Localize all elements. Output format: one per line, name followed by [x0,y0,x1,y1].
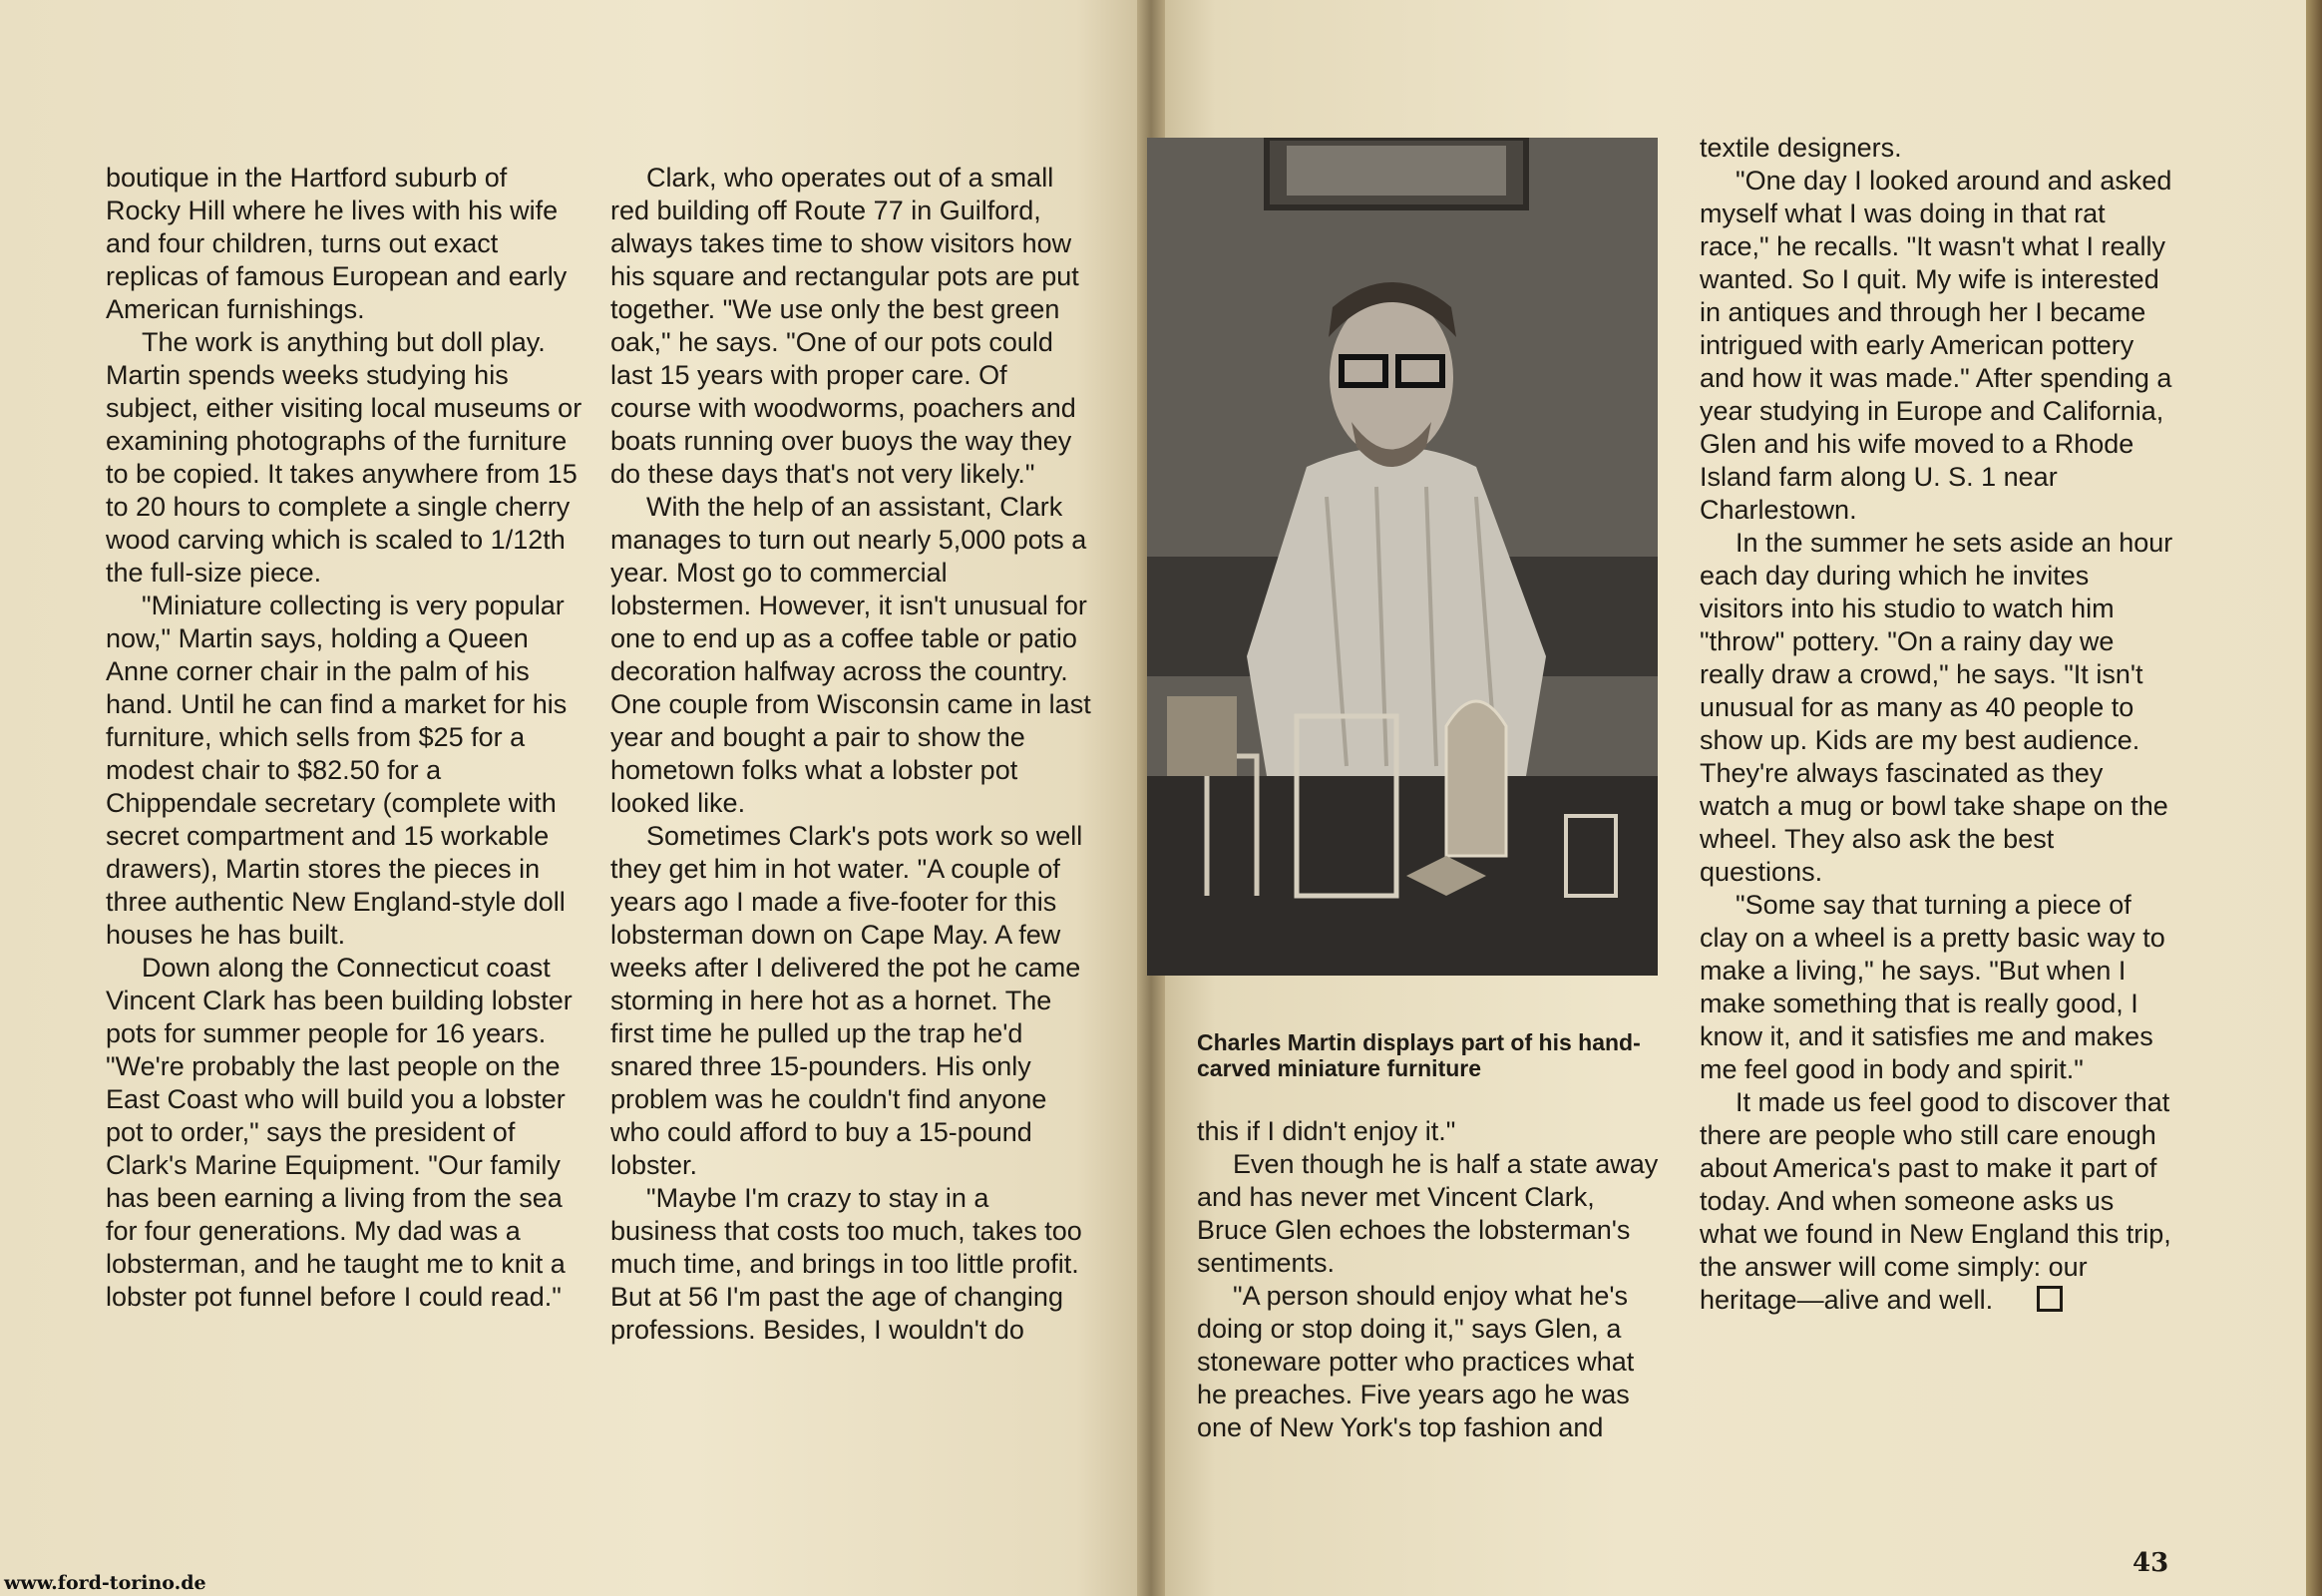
paragraph: Sometimes Clark's pots work so well they get him in hot water. "A couple of years ago I made a five-footer for this lobsterman down on Cape May. A few weeks after I delivered the pot he came storming in here hot as a hornet. The first time he pulled up the trap he'd snared three 15-pounders. His only problem was he couldn't find anyone who could afford to buy a 15-pound lobster. [610,821,1083,1180]
paragraph: "One day I looked around and asked myself what I was doing in that rat race," he recalls. "It wasn't what I really wanted. So I quit. My wife is interested in antiques and through her I became intrigued with early American pottery and how it was made." After spending a year studying in Europe and California, Glen and his wife moved to a Rhode Island farm along U. S. 1 near Charlestown. [1700,166,2172,525]
article-column-2 [610,162,1094,1347]
paragraph: "Maybe I'm crazy to stay in a business that costs too much, takes too much time, and brings in too little profit. But at 56 I'm past the age of changing professions. Besides, I wouldn't do [610,1183,1082,1345]
page-number: 43 [2132,1548,2169,1578]
paragraph: The work is anything but doll play. Martin spends weeks studying his subject, either visiting local museums or examining photographs of the furniture to be copied. It takes anywhere from 15 to 20 hours to complete a single cherry wood carving which is scaled to 1/12th the full-size piece. [106,327,582,588]
paragraph: boutique in the Hartford suburb of Rocky Hill where he lives with his wife and four children, turns out exact replicas of famous European and early American furnishings. [106,163,568,324]
final-paragraph [1700,1086,2176,1317]
paragraph: Clark, who operates out of a small red building off Route 77 in Guilford, always takes time to show visitors how his square and rectangular pots are put together. "We use only the best green oak," he says. "One of our pots could last 15 years with proper care. Of course with woodworms, poachers and boats running over buoys the way they do these days that's not very likely." [610,163,1079,489]
paragraph: In the summer he sets aside an hour each day during which he invites visitors into his studio to watch him "throw" pottery. "On a rainy day we really draw a crowd," he says. "It isn't unusual for as many as 40 people to show up. Kids are my best audience. They're always fascinated as they watch a mug or bowl take shape on the wheel. They also ask the best questions. [1700,528,2173,887]
paragraph-text: It made us feel good to discover that there are people who still care enough about America's past to make it part of today. And when someone asks us what we found in New England this trip, the answer will come simply: our heritage—alive and well. [1700,1087,2171,1315]
paragraph: Even though he is half a state away and has never met Vincent Clark, Bruce Glen echoes the lobsterman's sentiments. [1197,1149,1659,1278]
paragraph: "Miniature collecting is very popular now," Martin says, holding a Queen Anne corner chair in the palm of his hand. Until he can find a market for his furniture, which sells from $25 for a modest chair to $82.50 for a Chippendale secretary (complete with secret compartment and 15 workable drawers), Martin stores the pieces in three authentic New England-style doll houses he has built. [106,591,568,950]
paragraph: textile designers. [1700,133,1902,163]
paragraph: Down along the Connecticut coast Vincent Clark has been building lobster pots for summer people for 16 years. "We're probably the last people on the East Coast who will build you a lobster pot to order," says the president of Clark's Marine Equipment. "Our family has been earning a living from the sea for four generations. My dad was a lobsterman, and he taught me to knit a lobster pot funnel before I could read." [106,953,573,1312]
paragraph: this if I didn't enjoy it." [1197,1116,1456,1146]
photo-caption: Charles Martin displays part of his hand-carved miniature furniture [1197,1029,1641,1081]
end-of-article-square-icon [2037,1286,2063,1312]
article-column-4 [1700,132,2176,1317]
site-watermark: www.ford-torino.de [4,1572,206,1594]
page-edge [2306,0,2322,1596]
article-column-1 [106,162,584,1314]
photo-illustration [1147,138,1658,976]
paragraph: "A person should enjoy what he's doing or stop doing it," says Glen, a stoneware potter who practices what he preaches. Five years ago he was one of New York's top fashion and [1197,1281,1635,1442]
paragraph: With the help of an assistant, Clark manages to turn out nearly 5,000 pots a year. Most go to commercial lobstermen. However, it isn't unusual for one to end up as a coffee table or patio decoration halfway across the country. One couple from Wisconsin came in last year and bought a pair to show the hometown folks what a lobster pot looked like. [610,492,1091,818]
paragraph: "Some say that turning a piece of clay on a wheel is a pretty basic way to make a living," he says. "But when I make something that is really good, I know it, and it satisfies me and makes me feel good in body and spirit." [1700,890,2165,1084]
article-photo [1147,138,1658,976]
article-column-3 [1197,1115,1666,1444]
